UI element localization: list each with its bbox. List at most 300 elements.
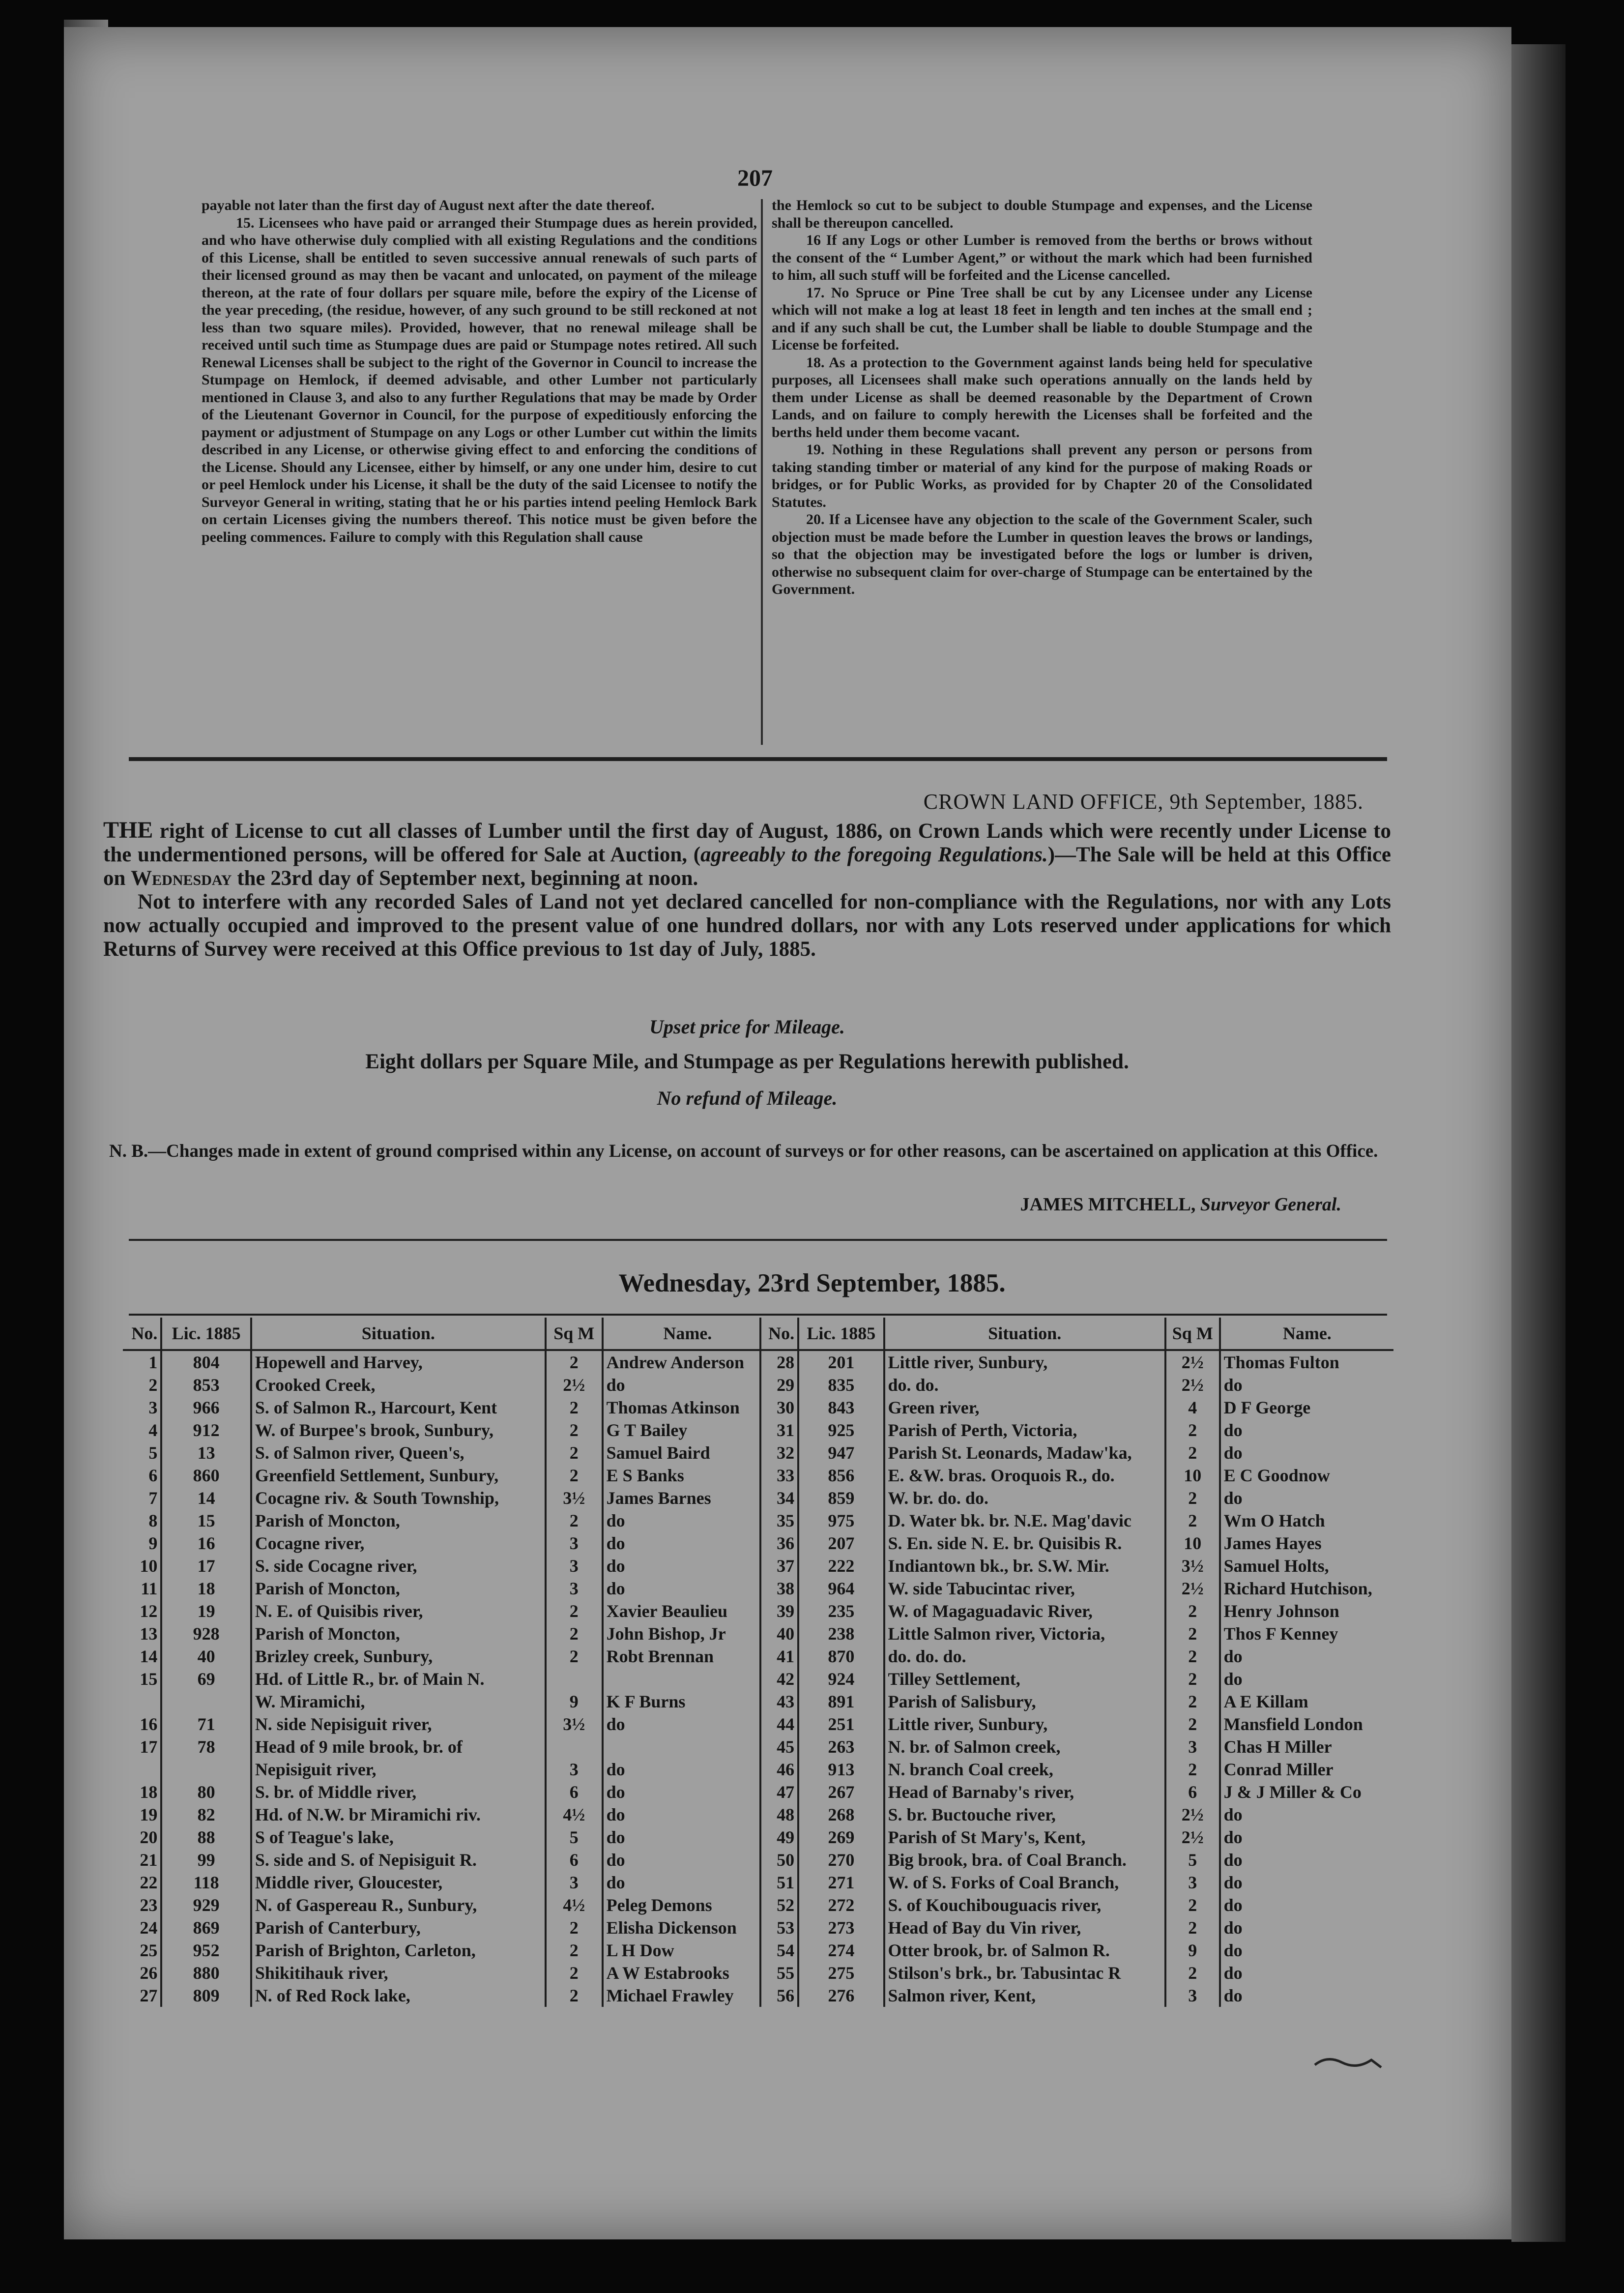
cell-no: 39	[760, 1600, 798, 1622]
cell-no: 22	[123, 1871, 161, 1894]
table-row	[123, 1622, 772, 1645]
signature-title: Surveyor General.	[1200, 1194, 1341, 1215]
cell-sq: 2	[546, 1939, 603, 1962]
table-row	[123, 1645, 772, 1668]
cell-name: do	[606, 1805, 625, 1824]
cell-no: 51	[760, 1871, 798, 1894]
cell-name: do	[1223, 1986, 1243, 2005]
table-row	[123, 1781, 772, 1803]
cell-name: Robt Brennan	[606, 1646, 714, 1666]
cell-no: 46	[760, 1758, 798, 1781]
cell-sq: 2	[546, 1464, 603, 1487]
cell-sq	[546, 1668, 603, 1690]
table-row	[760, 1555, 1393, 1577]
table-row	[123, 1600, 772, 1622]
cell-sit: Nepisiguit river,	[251, 1758, 546, 1781]
cell-lic: 929	[161, 1894, 251, 1916]
cell-sit: D. Water bk. br. N.E. Mag'davic	[884, 1509, 1165, 1532]
cell-sq: 2	[546, 1916, 603, 1939]
cell-name: do	[1223, 1646, 1243, 1666]
cell-sq: 2	[1165, 1509, 1220, 1532]
cell-name: do	[1223, 1963, 1243, 1983]
cell-no: 27	[123, 1984, 161, 2007]
table-row	[123, 1396, 772, 1419]
table-row	[123, 1374, 772, 1396]
cell-no: 29	[760, 1374, 798, 1396]
cell-lic: 69	[161, 1668, 251, 1690]
cell-sit: do. do.	[884, 1374, 1165, 1396]
cell-sit: Big brook, bra. of Coal Branch.	[884, 1849, 1165, 1871]
cell-sit: S of Teague's lake,	[251, 1826, 546, 1849]
cell-sq: 10	[1165, 1532, 1220, 1555]
cell-name: do	[1223, 1850, 1243, 1870]
cell-sq: 10	[1165, 1464, 1220, 1487]
table-row	[123, 1871, 772, 1894]
regulations-right-column	[772, 197, 1312, 598]
cell-name: do	[1223, 1873, 1243, 1892]
cell-lic: 856	[798, 1464, 884, 1487]
cell-no: 44	[760, 1713, 798, 1735]
header-no: No.	[123, 1318, 161, 1350]
cell-sq: 4	[1165, 1396, 1220, 1419]
cell-sit: S. br. of Middle river,	[251, 1781, 546, 1803]
table-row	[760, 1532, 1393, 1555]
cell-name: do	[606, 1533, 625, 1553]
table-header-row	[123, 1318, 772, 1350]
cell-lic: 809	[161, 1984, 251, 2007]
cell-sit: S. of Salmon R., Harcourt, Kent	[251, 1396, 546, 1419]
header-name: Name.	[603, 1318, 772, 1350]
cell-sq: 2½	[1165, 1350, 1220, 1374]
cell-lic: 925	[798, 1419, 884, 1441]
cell-name: Thomas Fulton	[1223, 1352, 1339, 1372]
cell-sq: 2	[546, 1441, 603, 1464]
table-row	[123, 1690, 772, 1713]
cell-sq: 2	[1165, 1487, 1220, 1509]
cell-no: 56	[760, 1984, 798, 2007]
cell-name: do	[1223, 1443, 1243, 1463]
cell-no: 47	[760, 1781, 798, 1803]
table-row	[760, 1849, 1393, 1871]
cell-no: 18	[123, 1781, 161, 1803]
cell-sq: 2	[546, 1419, 603, 1441]
cell-name: Mansfield London	[1223, 1714, 1363, 1734]
cell-lic: 928	[161, 1622, 251, 1645]
table-row	[760, 1622, 1393, 1645]
cell-sit: Shikitihauk river,	[251, 1962, 546, 1984]
cell-no: 35	[760, 1509, 798, 1532]
cell-name: do	[606, 1850, 625, 1870]
cell-lic: 269	[798, 1826, 884, 1849]
cell-name	[603, 1735, 772, 1758]
table-row	[760, 1962, 1393, 1984]
cell-no: 20	[123, 1826, 161, 1849]
cell-no: 31	[760, 1419, 798, 1441]
cell-lic: 275	[798, 1962, 884, 1984]
regulation-paragraph: 15. Licensees who have paid or arranged their Stumpage dues as herein provided, and who have otherwise duly complied with all existing Regulations and the conditions of this License, shall be entitled to seven successive annual renewals of such parts of their licensed ground as may then be vacant and unlocated, on payment of the mileage thereon, at the rate of four dollars per square mile, before the expiry of the License of the year preceding, (the residue, however, of any such ground to be still reckoned at not less than two square miles). Provided, however, that no renewal mileage shall be received until such time as Stumpage dues are paid or Stumpage notes retired. All such Renewal Licenses shall be subject to the right of the Governor in Council to increase the Stumpage on Hemlock, if deemed advisable, and other Lumber not particularly mentioned in Clause 3, and also to any further Regulations that may be made by Order of the Lieutenant Governor in Council, for the purpose of expeditiously enforcing the payment or adjustment of Stumpage on any Logs or other Lumber cut within the limits described in any License, or otherwise giving effect to and enforcing the conditions of the License. Should any Licensee, either by himself, or any one under him, desire to cut or peel Hemlock under his License, it shall be the duty of the said Licensee to notify the Surveyor General in writing, stating that he or his parties intend peeling Hemlock Bark on certain Licenses giving the numbers thereof. This notice must be given before the peeling commences. Failure to comply with this Regulation shall cause	[202, 214, 757, 545]
notice-text: right of License to cut all classes of Lumber until the first day of August, 1886, on Crown Lands which were recently under License to the undermentioned persons, will be offered for Sale at Auction, (	[103, 820, 1391, 866]
cell-name: Samuel Baird	[606, 1443, 710, 1463]
cell-name: Henry Johnson	[1223, 1601, 1339, 1621]
cell-sq: 5	[546, 1826, 603, 1849]
cell-sq: 2	[546, 1645, 603, 1668]
cell-name: Peleg Demons	[606, 1895, 712, 1915]
cell-sq	[546, 1735, 603, 1758]
table-row	[123, 1713, 772, 1735]
signature	[1020, 1194, 1341, 1215]
table-row	[760, 1781, 1393, 1803]
table-row	[123, 1577, 772, 1600]
cell-lic: 80	[161, 1781, 251, 1803]
cell-no	[123, 1758, 161, 1781]
cell-sit: Little river, Sunbury,	[884, 1713, 1165, 1735]
header-lic: Lic. 1885	[798, 1318, 884, 1350]
notice-italic: agreeably to the foregoing Regulations.	[700, 843, 1048, 866]
cell-sq: 2	[546, 1396, 603, 1419]
cell-sit: Middle river, Gloucester,	[251, 1871, 546, 1894]
cell-name: do	[606, 1782, 625, 1802]
section-divider	[129, 757, 1387, 761]
cell-sq: 2	[1165, 1916, 1220, 1939]
cell-sit: Parish of Perth, Victoria,	[884, 1419, 1165, 1441]
table-row	[123, 1464, 772, 1487]
cell-sq: 3½	[546, 1713, 603, 1735]
cell-sit: Parish of Canterbury,	[251, 1916, 546, 1939]
table-row	[123, 1826, 772, 1849]
header-situation: Situation.	[251, 1318, 546, 1350]
cell-sit: Parish of Salisbury,	[884, 1690, 1165, 1713]
cell-sq: 3½	[1165, 1555, 1220, 1577]
cell-lic: 891	[798, 1690, 884, 1713]
cell-sq: 2	[546, 1509, 603, 1532]
regulation-paragraph: 20. If a Licensee have any objection to the scale of the Government Scaler, such objection must be made before the Lumber in question leaves the brows or landings, so that the objection may be investigated before the logs or lumber is driven, otherwise no subsequent claim for over-charge of Stumpage can be entertained by the Government.	[772, 511, 1312, 597]
table-row	[760, 1871, 1393, 1894]
cell-sit: N. E. of Quisibis river,	[251, 1600, 546, 1622]
cell-sit: Greenfield Settlement, Sunbury,	[251, 1464, 546, 1487]
table-row	[760, 1984, 1393, 2007]
cell-no: 23	[123, 1894, 161, 1916]
cell-no: 54	[760, 1939, 798, 1962]
cell-sit: W. br. do. do.	[884, 1487, 1165, 1509]
cell-lic: 268	[798, 1803, 884, 1826]
cell-lic: 869	[161, 1916, 251, 1939]
cell-lic: 40	[161, 1645, 251, 1668]
cell-no: 1	[123, 1350, 161, 1374]
cell-sit: Hd. of N.W. br Miramichi riv.	[251, 1803, 546, 1826]
cell-name: D F George	[1223, 1398, 1311, 1417]
notice-text: the 23rd day of September next, beginning at noon.	[232, 867, 698, 890]
table-row	[760, 1645, 1393, 1668]
cell-sit: Crooked Creek,	[251, 1374, 546, 1396]
cell-lic: 835	[798, 1374, 884, 1396]
cell-sit: Indiantown bk., br. S.W. Mir.	[884, 1555, 1165, 1577]
cell-lic: 924	[798, 1668, 884, 1690]
cell-sit: Otter brook, br. of Salmon R.	[884, 1939, 1165, 1962]
table-row	[123, 1350, 772, 1374]
table-row	[123, 1668, 772, 1690]
cell-no: 9	[123, 1532, 161, 1555]
cell-no: 32	[760, 1441, 798, 1464]
cell-name: E S Banks	[606, 1466, 684, 1485]
table-row	[760, 1374, 1393, 1396]
cell-name: do	[606, 1375, 625, 1395]
cell-lic: 201	[798, 1350, 884, 1374]
license-table-right	[759, 1318, 1393, 2007]
cell-no: 25	[123, 1939, 161, 1962]
cell-name: James Barnes	[606, 1488, 711, 1508]
cell-lic: 71	[161, 1713, 251, 1735]
table-row	[123, 1555, 772, 1577]
cell-sq: 3	[546, 1555, 603, 1577]
table-row	[123, 1803, 772, 1826]
cell-name: do	[1223, 1669, 1243, 1689]
table-row	[760, 1758, 1393, 1781]
table-row	[760, 1735, 1393, 1758]
cell-lic: 273	[798, 1916, 884, 1939]
cell-sit: W. of Burpee's brook, Sunbury,	[251, 1419, 546, 1441]
cell-sq: 2	[546, 1984, 603, 2007]
table-row	[123, 1509, 772, 1532]
cell-lic: 274	[798, 1939, 884, 1962]
cell-sit: Head of Barnaby's river,	[884, 1781, 1165, 1803]
cell-name: Richard Hutchison,	[1223, 1579, 1372, 1598]
header-situation: Situation.	[884, 1318, 1165, 1350]
cell-lic: 88	[161, 1826, 251, 1849]
nb-note: N. B.—Changes made in extent of ground comprised within any License, on account of surveys or for other reasons, can be ascertained on application at this Office.	[109, 1141, 1378, 1161]
cell-sit: N. br. of Salmon creek,	[884, 1735, 1165, 1758]
cell-lic: 14	[161, 1487, 251, 1509]
cell-sq: 2	[546, 1622, 603, 1645]
page-edge-shadow	[1511, 44, 1566, 2242]
cell-lic: 966	[161, 1396, 251, 1419]
regulation-paragraph: 18. As a protection to the Government against lands being held for speculative purposes, all Licensees shall make such operations annually on the lands held by them under License as shall be deemed reasonable by the Department of Crown Lands, and on failure to comply herewith the Licenses shall be forfeited and the berths held under them become vacant.	[772, 354, 1312, 441]
table-row	[123, 1419, 772, 1441]
cell-sit: S. side Cocagne river,	[251, 1555, 546, 1577]
table-row	[760, 1487, 1393, 1509]
cell-no: 5	[123, 1441, 161, 1464]
table-row	[760, 1690, 1393, 1713]
cell-sit: Hd. of Little R., br. of Main N.	[251, 1668, 546, 1690]
table-header-row	[760, 1318, 1393, 1350]
cell-lic: 853	[161, 1374, 251, 1396]
cell-sq: 2½	[546, 1374, 603, 1396]
cell-no: 14	[123, 1645, 161, 1668]
cell-lic: 912	[161, 1419, 251, 1441]
cell-no: 21	[123, 1849, 161, 1871]
cell-sit: do. do. do.	[884, 1645, 1165, 1668]
cell-sq: 6	[546, 1849, 603, 1871]
cell-sit: Parish St. Leonards, Madaw'ka,	[884, 1441, 1165, 1464]
table-row	[760, 1419, 1393, 1441]
cell-no: 8	[123, 1509, 161, 1532]
cell-sit: S. of Salmon river, Queen's,	[251, 1441, 546, 1464]
table-row	[123, 1758, 772, 1781]
cell-sq: 3	[546, 1871, 603, 1894]
table-row	[760, 1396, 1393, 1419]
cell-no: 30	[760, 1396, 798, 1419]
cell-sq: 9	[546, 1690, 603, 1713]
cell-lic: 15	[161, 1509, 251, 1532]
cell-no: 48	[760, 1803, 798, 1826]
regulation-paragraph: 16 If any Logs or other Lumber is removed from the berths or brows without the consent of the “ Lumber Agent,” or without the mark which had been furnished to him, all such stuff will be forfeited and the License cancelled.	[772, 232, 1312, 283]
cell-name: do	[606, 1511, 625, 1530]
cell-sit: Little river, Sunbury,	[884, 1350, 1165, 1374]
regulation-paragraph: 17. No Spruce or Pine Tree shall be cut by any Licensee under any License which will not make a log at least 18 feet in length and ten inches at the small end ; and if any such shall be cut, the Lumber shall be liable to double Stumpage and the License be forfeited.	[772, 284, 1312, 353]
signature-name: JAMES MITCHELL,	[1020, 1194, 1196, 1215]
table-row	[760, 1826, 1393, 1849]
cell-sit: Parish of St Mary's, Kent,	[884, 1826, 1165, 1849]
cell-lic: 860	[161, 1464, 251, 1487]
cell-no: 13	[123, 1622, 161, 1645]
table-row	[760, 1600, 1393, 1622]
table-row	[123, 1441, 772, 1464]
cell-lic: 207	[798, 1532, 884, 1555]
cell-no: 40	[760, 1622, 798, 1645]
cell-no: 24	[123, 1916, 161, 1939]
cell-sit: S. of Kouchibouguacis river,	[884, 1894, 1165, 1916]
cell-no: 3	[123, 1396, 161, 1419]
cell-sit: W. of Magaguadavic River,	[884, 1600, 1165, 1622]
cell-name: do	[1223, 1895, 1243, 1915]
cell-no: 11	[123, 1577, 161, 1600]
notice-text: )—The Sale will be held at this Office on	[103, 843, 1392, 890]
cell-name: do	[1223, 1420, 1243, 1440]
cell-name: do	[606, 1714, 625, 1734]
cell-name: E C Goodnow	[1223, 1466, 1330, 1485]
cell-name: do	[606, 1873, 625, 1892]
cell-no: 19	[123, 1803, 161, 1826]
table-row	[123, 1916, 772, 1939]
table-row	[760, 1939, 1393, 1962]
cell-sq: 2	[1165, 1668, 1220, 1690]
cell-sit: E. &W. bras. Oroquois R., do.	[884, 1464, 1165, 1487]
header-sq: Sq M	[546, 1318, 603, 1350]
cell-sit: W. Miramichi,	[251, 1690, 546, 1713]
cell-sq: 2	[546, 1962, 603, 1984]
regulation-paragraph: 19. Nothing in these Regulations shall prevent any person or persons from taking standing timber or material of any kind for the purpose of making Roads or bridges, or for Public Works, as provided for by Chapter 20 of the Consolidated Statutes.	[772, 441, 1312, 510]
cell-lic: 82	[161, 1803, 251, 1826]
cell-sq: 2	[1165, 1419, 1220, 1441]
cell-sq: 2½	[1165, 1577, 1220, 1600]
cell-lic: 13	[161, 1441, 251, 1464]
cell-no: 26	[123, 1962, 161, 1984]
cell-lic: 118	[161, 1871, 251, 1894]
cell-sq: 2	[546, 1350, 603, 1374]
cell-name: Xavier Beaulieu	[606, 1601, 727, 1621]
cell-name: Michael Frawley	[606, 1986, 734, 2005]
cell-sit: N. side Nepisiguit river,	[251, 1713, 546, 1735]
cell-no: 37	[760, 1555, 798, 1577]
cell-no: 10	[123, 1555, 161, 1577]
table-row	[760, 1509, 1393, 1532]
schedule-title: Wednesday, 23rd September, 1885.	[618, 1269, 1006, 1297]
cell-name: do	[1223, 1375, 1243, 1395]
cell-lic: 952	[161, 1939, 251, 1962]
cell-sit: S. br. Buctouche river,	[884, 1803, 1165, 1826]
table-row	[123, 1487, 772, 1509]
cell-sq: 2	[1165, 1600, 1220, 1622]
cell-lic: 843	[798, 1396, 884, 1419]
cell-lic: 276	[798, 1984, 884, 2007]
cell-sit: N. branch Coal creek,	[884, 1758, 1165, 1781]
cell-sit: Head of Bay du Vin river,	[884, 1916, 1165, 1939]
table-top-rule	[129, 1314, 1387, 1316]
cell-sit: S. side and S. of Nepisiguit R.	[251, 1849, 546, 1871]
section-divider	[129, 1239, 1387, 1241]
cell-sq: 6	[546, 1781, 603, 1803]
cell-lic: 251	[798, 1713, 884, 1735]
table-row	[123, 1984, 772, 2007]
cell-lic: 964	[798, 1577, 884, 1600]
table-row	[760, 1464, 1393, 1487]
cell-sit: Hopewell and Harvey,	[251, 1350, 546, 1374]
cell-sq: 3	[546, 1577, 603, 1600]
table-row	[760, 1713, 1393, 1735]
price-line: Eight dollars per Square Mile, and Stumpage as per Regulations herewith published.	[365, 1050, 1129, 1073]
cell-lic: 78	[161, 1735, 251, 1758]
header-name: Name.	[1220, 1318, 1393, 1350]
cell-no: 43	[760, 1690, 798, 1713]
notice-paragraph-2: Not to interfere with any recorded Sales of Land not yet declared cancelled for non-compliance with the Regulations, nor with any Lots now actually occupied and improved to the present value of one hundred dollars, nor with any Lots reserved under applications for which Returns of Survey were received at this Office previous to 1st day of July, 1885.	[103, 890, 1391, 961]
cell-sit: Stilson's brk., br. Tabusintac R	[884, 1962, 1165, 1984]
cell-sq: 4½	[546, 1894, 603, 1916]
cell-sq: 2	[1165, 1690, 1220, 1713]
cell-no: 42	[760, 1668, 798, 1690]
cell-sq: 3	[1165, 1735, 1220, 1758]
cell-lic	[161, 1758, 251, 1781]
cell-sq: 2	[1165, 1758, 1220, 1781]
cell-sq: 3	[546, 1758, 603, 1781]
cell-lic: 238	[798, 1622, 884, 1645]
ink-mark	[1312, 2045, 1386, 2075]
cell-sit: Green river,	[884, 1396, 1165, 1419]
cell-sit: N. of Gaspereau R., Sunbury,	[251, 1894, 546, 1916]
office-heading: CROWN LAND OFFICE, 9th September, 1885.	[923, 790, 1363, 814]
cell-sq: 2	[1165, 1645, 1220, 1668]
column-divider	[761, 199, 763, 745]
cell-name: Samuel Holts,	[1223, 1556, 1329, 1576]
cell-no	[123, 1690, 161, 1713]
regulation-paragraph: the Hemlock so cut to be subject to double Stumpage and expenses, and the License shall be thereupon cancelled.	[772, 197, 1312, 231]
regulations-left-column	[202, 197, 757, 546]
table-row	[760, 1803, 1393, 1826]
cell-sit: Head of 9 mile brook, br. of	[251, 1735, 546, 1758]
cell-name: do	[1223, 1805, 1243, 1824]
cell-no: 28	[760, 1350, 798, 1374]
cell-lic: 859	[798, 1487, 884, 1509]
cell-no: 34	[760, 1487, 798, 1509]
cell-lic: 263	[798, 1735, 884, 1758]
cell-sq: 2	[1165, 1441, 1220, 1464]
table-row	[123, 1962, 772, 1984]
cell-sit: Parish of Brighton, Carleton,	[251, 1939, 546, 1962]
cell-sq: 2½	[1165, 1374, 1220, 1396]
cell-lic: 870	[798, 1645, 884, 1668]
cell-sq: 4½	[546, 1803, 603, 1826]
notice-day: Wednesday	[131, 867, 232, 890]
table-row	[760, 1350, 1393, 1374]
header-lic: Lic. 1885	[161, 1318, 251, 1350]
cell-sit: Brizley creek, Sunbury,	[251, 1645, 546, 1668]
cell-lic: 16	[161, 1532, 251, 1555]
cell-no: 45	[760, 1735, 798, 1758]
cell-no: 33	[760, 1464, 798, 1487]
cell-sq: 3½	[546, 1487, 603, 1509]
cell-sq: 2½	[1165, 1826, 1220, 1849]
cell-no: 41	[760, 1645, 798, 1668]
table-row	[760, 1916, 1393, 1939]
cell-sq: 2	[1165, 1622, 1220, 1645]
